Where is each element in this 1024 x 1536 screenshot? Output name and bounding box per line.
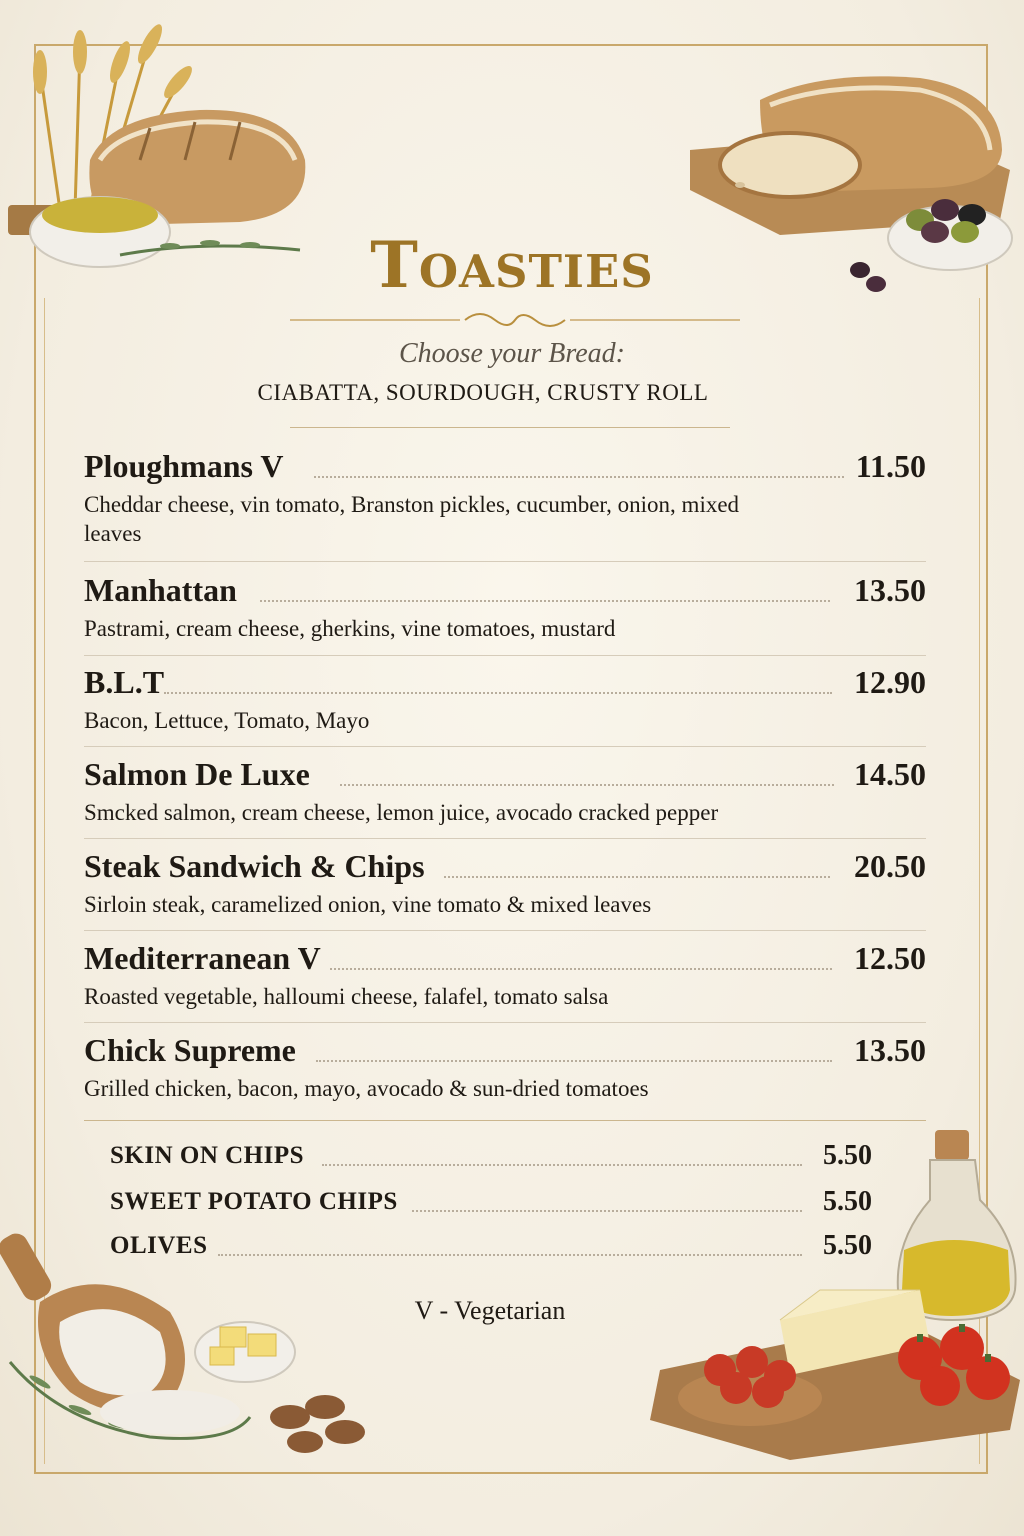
vegetarian-note: V - Vegetarian: [414, 1296, 566, 1325]
item-divider: [84, 655, 926, 656]
bread-options: CIABATTA, SOURDOUGH, CRUSTY ROLL: [257, 380, 709, 405]
menu-item: [84, 756, 926, 827]
header-divider: [290, 427, 730, 428]
menu-item: [84, 448, 926, 548]
item-description: Pastrami, cream cheese, gherkins, vine tomatoes, mustard: [84, 616, 616, 641]
leader-dots: [316, 1060, 832, 1062]
flourish-divider-icon: [290, 308, 740, 332]
item-divider: [84, 1022, 926, 1023]
item-description: Grilled chicken, bacon, mayo, avocado & sun-dried tomatoes: [84, 1076, 649, 1101]
leader-dots: [260, 600, 830, 602]
menu-item: [84, 940, 926, 1011]
side-price: 5.50: [823, 1186, 872, 1217]
menu-item: [84, 664, 926, 735]
sides-divider: [84, 1120, 926, 1121]
menu-item: [84, 1032, 926, 1103]
item-price: 20.50: [854, 848, 926, 884]
side-name: OLIVES: [110, 1232, 208, 1259]
side-name: SKIN ON CHIPS: [110, 1142, 305, 1169]
item-price: 11.50: [855, 448, 926, 484]
item-price: 13.50: [854, 1032, 926, 1068]
bread-choice-heading: Choose your Bread:: [398, 338, 626, 369]
item-name: B.L.T: [84, 664, 165, 700]
item-divider: [84, 746, 926, 747]
item-price: 13.50: [854, 572, 926, 608]
item-name: Chick Supreme: [84, 1032, 296, 1068]
item-name: Mediterranean V: [84, 940, 321, 976]
menu-item: [84, 572, 926, 643]
side-price: 5.50: [823, 1140, 872, 1171]
leader-dots: [164, 692, 832, 694]
item-description: Roasted vegetable, halloumi cheese, falafel, tomato salsa: [84, 984, 609, 1009]
item-divider: [84, 838, 926, 839]
item-name: Steak Sandwich & Chips: [84, 848, 425, 884]
menu-title: Toasties: [370, 228, 654, 303]
item-divider: [84, 561, 926, 562]
leader-dots: [340, 784, 834, 786]
leader-dots: [444, 876, 830, 878]
item-price: 12.90: [854, 664, 926, 700]
leader-dots: [314, 476, 844, 478]
item-description: Sirloin steak, caramelized onion, vine tomato & mixed leaves: [84, 892, 652, 917]
item-name: Manhattan: [84, 572, 237, 608]
side-name: SWEET POTATO CHIPS: [110, 1188, 398, 1215]
side-price: 5.50: [823, 1230, 872, 1261]
leader-dots: [330, 968, 832, 970]
item-divider: [84, 930, 926, 931]
item-price: 12.50: [854, 940, 926, 976]
item-description: Bacon, Lettuce, Tomato, Mayo: [84, 708, 370, 733]
olive-oil-cheese-tomatoes-icon: [640, 1130, 1024, 1470]
menu-item: [84, 848, 926, 919]
item-name: Ploughmans V: [84, 448, 284, 484]
item-price: 14.50: [854, 756, 926, 792]
flour-scoop-butter-almonds-icon: [0, 1222, 400, 1462]
item-description: Smcked salmon, cream cheese, lemon juice, avocado cracked pepper: [84, 800, 719, 825]
item-name: Salmon De Luxe: [84, 756, 310, 792]
item-description: Cheddar cheese, vin tomato, Branston pickles, cucumber, onion, mixed leaves: [84, 492, 740, 546]
